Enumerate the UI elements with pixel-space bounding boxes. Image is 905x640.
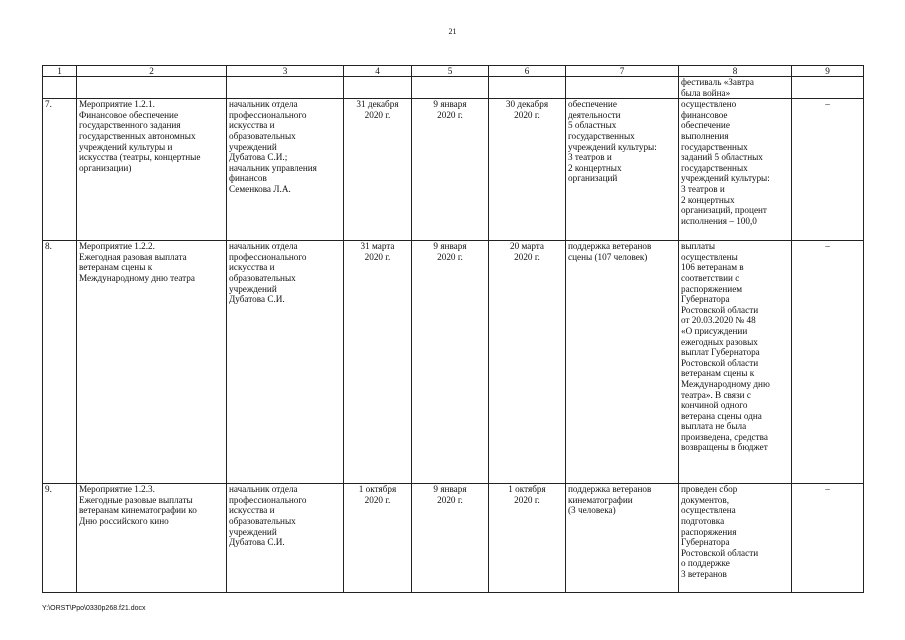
table-cell [792, 77, 864, 99]
end-date-cell: 1 октября 2020 г. [489, 484, 566, 593]
event-cell: Мероприятие 1.2.3. Ежегодные разовые выплаты ветеранам кинематографии ко Дню российского кино [77, 484, 227, 593]
continuation-row [43, 77, 864, 99]
start-date-cell: 9 января 2020 г. [412, 484, 489, 593]
event-cell: Мероприятие 1.2.2. Ежегодная разовая выплата ветеранам сцены к Международному дню театра [77, 241, 227, 484]
header-cell-6: 6 [489, 66, 566, 77]
header-cell-5: 5 [412, 66, 489, 77]
table-cell [412, 77, 489, 99]
header-cell-2: 2 [77, 66, 227, 77]
table-row [43, 484, 864, 593]
page-number: 21 [448, 27, 457, 36]
planned-date-cell: 1 октября 2020 г. [344, 484, 412, 593]
header-cell-4: 4 [344, 66, 412, 77]
problems-cell: – [792, 99, 864, 241]
planned-date-cell: 31 декабря 2020 г. [344, 99, 412, 241]
actual-result-cell: осуществлено финансовое обеспечение выполнения государственных заданий 5 областных государственных учреждений культуры: 3 театров и 2 концертных организаций, процент исполнения – 100,0 [679, 99, 792, 241]
actual-result-cell: фестиваль «Завтра была война» [679, 77, 792, 99]
start-date-cell: 9 января 2020 г. [412, 99, 489, 241]
start-date-cell: 9 января 2020 г. [412, 241, 489, 484]
event-cell: Мероприятие 1.2.1. Финансовое обеспечение государственного задания государственных автономных учреждений культуры и искусства (театры, концертные организации) [77, 99, 227, 241]
planned-date-cell: 31 марта 2020 г. [344, 241, 412, 484]
actual-result-cell: выплаты осуществлены 106 ветеранам в соответствии с распоряжением Губернатора Ростовской области от 20.03.2020 № 48 «О присуждении ежегодных разовых выплат Губернатора Ростовской области ветеранам сцены к Международному дню театра». В связи с кончиной одного ветерана сцены одна выплата не была произведена, средства возвращены в бюджет [679, 241, 792, 484]
column-number-row [43, 66, 864, 77]
header-cell-7: 7 [566, 66, 679, 77]
row-number-cell: 7. [43, 99, 77, 241]
problems-cell: – [792, 484, 864, 593]
end-date-cell: 20 марта 2020 г. [489, 241, 566, 484]
expected-result-cell: поддержка ветеранов сцены (107 человек) [566, 241, 679, 484]
header-cell-8: 8 [679, 66, 792, 77]
table-row [43, 241, 864, 484]
table-cell [489, 77, 566, 99]
table-cell [43, 77, 77, 99]
header-cell-3: 3 [227, 66, 344, 77]
table-cell [344, 77, 412, 99]
header-cell-1: 1 [43, 66, 77, 77]
table-cell [227, 77, 344, 99]
responsible-cell: начальник отдела профессионального искусства и образовательных учреждений Дубатова С.И.; начальник управления финансов Семенкова Л.А. [227, 99, 344, 241]
table-cell [566, 77, 679, 99]
end-date-cell: 30 декабря 2020 г. [489, 99, 566, 241]
expected-result-cell: поддержка ветеранов кинематографии (3 человека) [566, 484, 679, 593]
responsible-cell: начальник отдела профессионального искусства и образовательных учреждений Дубатова С.И. [227, 241, 344, 484]
problems-cell: – [792, 241, 864, 484]
row-number-cell: 9. [43, 484, 77, 593]
expected-result-cell: обеспечение деятельности 5 областных государственных учреждений культуры: 3 театров и 2 концертных организаций [566, 99, 679, 241]
table-row [43, 99, 864, 241]
file-path-footer: Y:\ORST\Ppo\0330p268.f21.docx [42, 605, 146, 612]
actual-result-cell: проведен сбор документов, осуществлена подготовка распоряжения Губернатора Ростовской области о поддержке 3 ветеранов [679, 484, 792, 593]
report-table [42, 65, 864, 593]
header-cell-9: 9 [792, 66, 864, 77]
responsible-cell: начальник отдела профессионального искусства и образовательных учреждений Дубатова С.И. [227, 484, 344, 593]
row-number-cell: 8. [43, 241, 77, 484]
table-cell [77, 77, 227, 99]
